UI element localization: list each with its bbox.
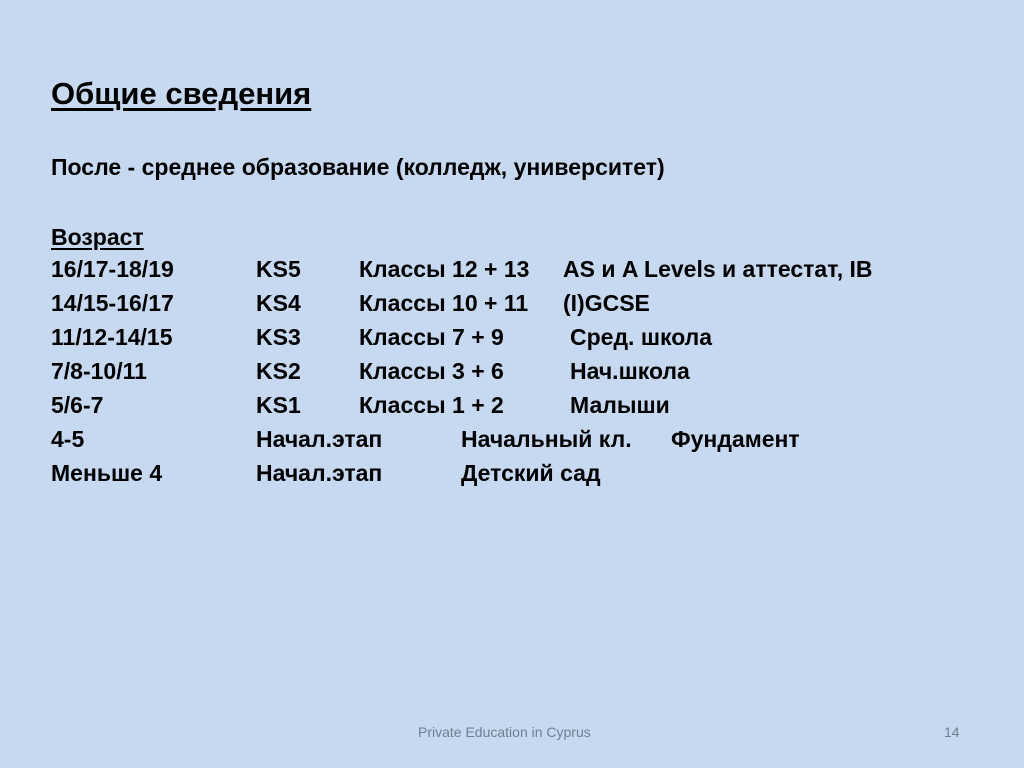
page-number: 14 — [944, 724, 960, 740]
row-stage: KS3 — [256, 324, 301, 350]
row-age: Меньше 4 — [51, 460, 163, 486]
table-row — [0, 358, 1024, 392]
age-heading: Возраст — [51, 224, 144, 250]
row-age: 16/17-18/19 — [51, 256, 174, 282]
row-description: Сред. школа — [570, 324, 713, 350]
row-age: 14/15-16/17 — [51, 290, 174, 316]
table-row — [0, 426, 1024, 460]
row-classes: Детский сад — [461, 460, 601, 486]
row-description: (I)GCSE — [563, 290, 650, 316]
table-row — [0, 392, 1024, 426]
row-classes: Классы 10 + 11 — [359, 290, 529, 316]
row-stage: Начал.этап — [256, 426, 383, 452]
table-row — [0, 460, 1024, 494]
row-stage: Начал.этап — [256, 460, 383, 486]
row-age: 5/6-7 — [51, 392, 104, 418]
row-age: 7/8-10/11 — [51, 358, 147, 384]
footer-text: Private Education in Cyprus — [418, 724, 591, 740]
table-row — [0, 324, 1024, 358]
row-description: Фундамент — [671, 426, 800, 452]
row-description: Малыши — [570, 392, 670, 418]
slide-subtitle: После - среднее образование (колледж, университет) — [51, 154, 665, 180]
row-stage: KS4 — [256, 290, 301, 316]
row-classes: Классы 12 + 13 — [359, 256, 530, 282]
row-stage: KS2 — [256, 358, 301, 384]
row-description: Нач.школа — [570, 358, 690, 384]
slide-title: Общие сведения — [51, 76, 312, 111]
row-age: 11/12-14/15 — [51, 324, 173, 350]
row-classes: Классы 1 + 2 — [359, 392, 504, 418]
row-classes: Начальный кл. — [461, 426, 632, 452]
row-stage: KS5 — [256, 256, 301, 282]
row-classes: Классы 3 + 6 — [359, 358, 504, 384]
row-age: 4-5 — [51, 426, 85, 452]
row-classes: Классы 7 + 9 — [359, 324, 504, 350]
table-row — [0, 290, 1024, 324]
row-description: AS и A Levels и аттестат, IB — [563, 256, 873, 282]
row-stage: KS1 — [256, 392, 301, 418]
table-row — [0, 256, 1024, 290]
